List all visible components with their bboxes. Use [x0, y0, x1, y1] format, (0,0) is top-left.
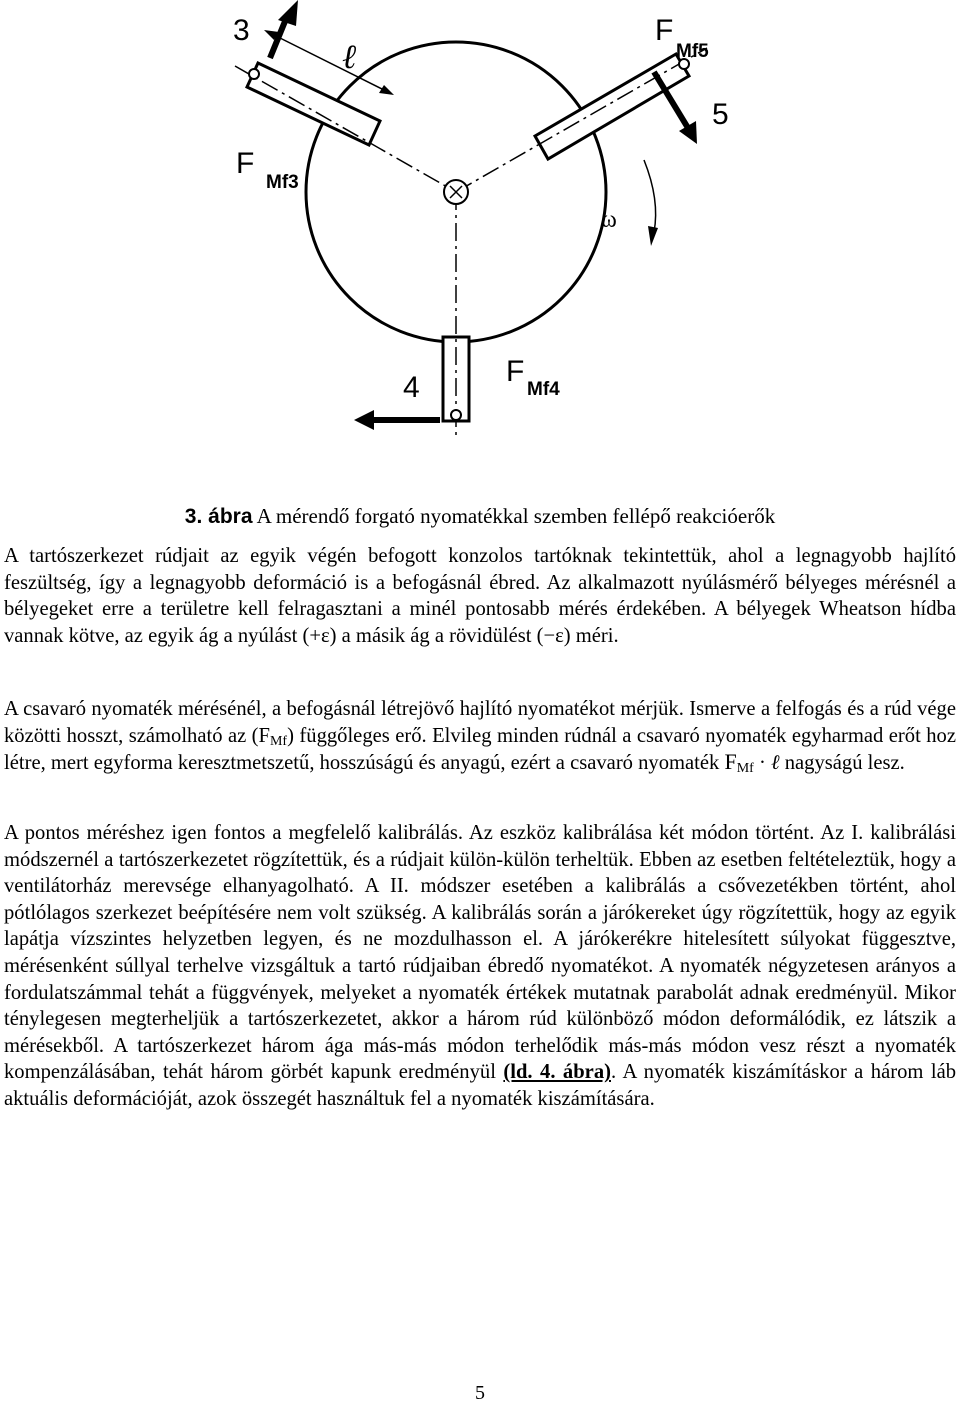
caption-text: A mérendő forgató nyomatékkal szemben fellépő reakcióerők [252, 504, 776, 528]
figure-caption [0, 502, 960, 531]
arm-label-4: 4 [403, 371, 420, 404]
length-label: ℓ [342, 39, 357, 76]
page-number: 5 [475, 1382, 485, 1404]
arm-label-3: 3 [233, 14, 250, 47]
pin-4 [451, 410, 461, 420]
figure-3-diagram [0, 0, 960, 495]
omega-label: ω [601, 207, 617, 233]
force-label-5: F Mf5 [655, 14, 709, 62]
caption-number: 3. ábra [184, 505, 253, 528]
rotation-arrow [644, 160, 656, 232]
arm-label-5: 5 [712, 98, 729, 131]
force-label-4: F Mf4 [506, 355, 560, 400]
figure-4-reference-link[interactable]: (ld. 4. ábra) [503, 1061, 611, 1084]
paragraph-3: A pontos méréshez igen fontos a megfelelő kalibrálás. Az eszköz kalibrálása két módon történt. Az I. kalibrálási módszernél a tartószerkezetet rögzítettük, és a rúdjait külön-külön terheltük. Ebben az esetben feltételeztük, hogy a ventilátorház merevsége elhanyagolható. A II. módszer esetében a kalibrálás a csővezetékben történt, ahol pótlólagos szerkezet beépítésére nem volt szükség. A kalibrálás során a járókereket úgy rögzítettük, hogy az egyik lapátja vízszintes helyzetben legyen, és ne mozdulhasson el. A járókerékre hitelesített súlyokat függesztve, mérésenként súllyal terhelve vizsgáltuk a tartó rúdjaiban ébredő nyomatékot. A nyomaték négyzetesen arányos a fordulatszámmal tehát a függvények, melyeket a nyomaték értékek mutatnak parabolát adnak eredményül. Mikor ténylegesen megterheljük a tartószerkezetet, akkor a három rúd különböző módon deformálódik, ez látszik a mérésekből. A tartószerkezet három ága más-más módon terhelődik más-más módon vesz részt a nyomaték kompenzálásában, tehát három görbét kapunk eredményül (ld. 4. ábra). A nyomaték kiszámításkor a három láb aktuális deformációját, azok összegét használtuk fel a nyomaték kiszámítására. [4, 822, 957, 1110]
paragraph-2: A csavaró nyomaték mérésénél, a befogásnál létrejövő hajlító nyomatékot mérjük. Ismerve a felfogás és a rúd vége közötti hosszt, számolható az $(F_{Mf})$ függőleges erő. Elvileg minden rúdnál a csavaró nyomaték egyharmad erőt hoz létre, mert egyforma keresztmetszetű, hosszúságú és anyagú, ezért a csavaró nyomaték $F_{Mf}$ · ℓ nagyságú lesz. [4, 698, 956, 777]
force-label-3: F Mf3 [236, 147, 299, 193]
paragraph-1: A tartószerkezet rúdjait az egyik végén befogott konzolos tartóknak tekintettük, ahol a legnagyobb hajlító feszültség, így a legnagyobb deformáció is a befogásnál ébred. Az alkalmazott nyúlásmérő bélyeges mérésnél a bélyegeket erre a területre kell felragasztani a minél pontosabb mérés érdekében. A bélyegek Wheatson hídba vannak kötve, az egyik ág a nyúlást (+ε) a másik ág a rövidülést (−ε) méri. [4, 545, 956, 647]
pin-3 [249, 69, 259, 79]
